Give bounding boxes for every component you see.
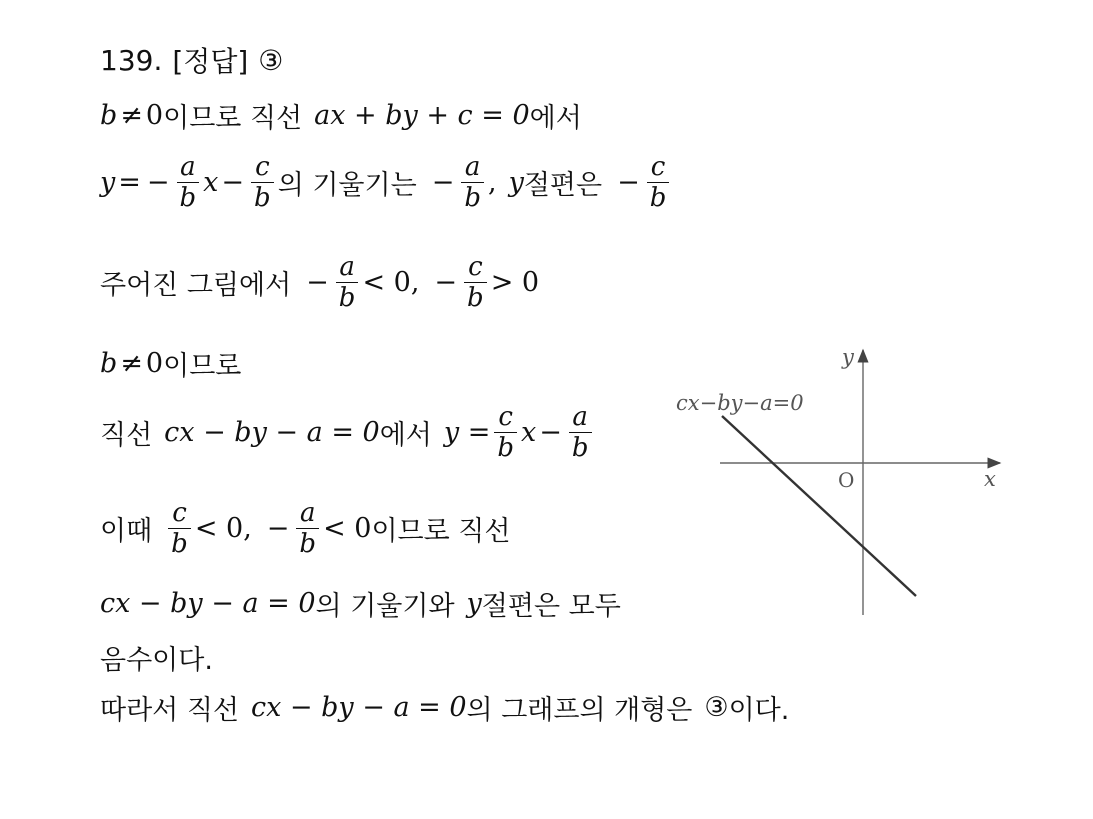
line-conditions — [100, 498, 510, 559]
graph-line-label: cx−by−a=0 — [676, 391, 804, 415]
text: 이다. — [728, 695, 790, 726]
line-slope-intercept-negative — [100, 584, 621, 623]
line-given-graph — [100, 252, 539, 313]
fraction-c-over-b: $\frac{c}{b}$ — [494, 402, 517, 463]
problem-number: 139. — [100, 43, 163, 77]
var-x: x — [203, 167, 219, 198]
zero: 0 — [145, 348, 164, 379]
var-y: y — [466, 588, 482, 619]
fraction-a-over-b: $\frac{a}{b}$ — [336, 252, 359, 313]
fraction-a-over-b: $\frac{a}{b}$ — [177, 152, 200, 213]
minus-sign: − — [617, 167, 640, 198]
neq-sign: ≠ — [120, 348, 143, 379]
minus-sign: − — [434, 267, 458, 298]
fraction-a-over-b: $\frac{a}{b}$ — [569, 402, 592, 463]
line-b-nonzero — [100, 96, 582, 135]
line-slope-intercept — [100, 152, 673, 213]
text: 절편은 모두 — [481, 591, 621, 622]
text: 이므로 — [163, 351, 242, 382]
inequality: < 0 — [323, 513, 372, 544]
comma: , — [487, 167, 497, 198]
neq-sign: ≠ — [120, 100, 143, 131]
line-negative — [100, 638, 213, 677]
text: 의 기울기는 — [277, 170, 417, 201]
minus-sign: − — [221, 167, 245, 198]
x-axis-label: x — [984, 467, 996, 491]
text: 의 그래프의 개형은 — [466, 695, 693, 726]
fraction-a-over-b: $\frac{a}{b}$ — [461, 152, 484, 213]
zero: 0 — [145, 100, 164, 131]
inequality: < 0, — [194, 513, 252, 544]
text: 이므로 직선 — [371, 516, 511, 547]
var-y: y — [508, 167, 524, 198]
fraction-c-over-b: $\frac{c}{b}$ — [647, 152, 670, 213]
fraction-c-over-b: $\frac{c}{b}$ — [251, 152, 274, 213]
text: 의 기울기와 — [315, 591, 455, 622]
text: 에서 — [529, 103, 582, 134]
var-b: b — [100, 100, 118, 131]
answer-symbol: ③ — [258, 43, 284, 77]
text: 절편은 — [523, 170, 603, 201]
var-x: x — [521, 417, 537, 448]
inequality: < 0, — [362, 267, 420, 298]
equation-2: cx − by − a = 0 — [251, 692, 467, 723]
equation-2: cx − by − a = 0 — [100, 588, 316, 619]
line-conclusion — [100, 688, 789, 727]
answer-symbol: ③ — [704, 692, 729, 723]
text: 음수이다. — [100, 645, 213, 676]
minus-sign: − — [306, 267, 329, 298]
line-graph — [670, 340, 1010, 630]
problem-header — [100, 40, 283, 80]
fraction-c-over-b: $\frac{c}{b}$ — [464, 252, 487, 313]
minus-sign: − — [266, 513, 290, 544]
var-y: y — [100, 167, 116, 198]
equals-sign: = — [118, 167, 141, 198]
text: 에서 — [379, 420, 432, 451]
y-axis-label: y — [842, 345, 854, 369]
minus-sign: − — [539, 417, 562, 448]
origin-label: O — [838, 468, 855, 492]
text: 이때 — [100, 516, 153, 547]
equation-2: cx − by − a = 0 — [164, 417, 380, 448]
fraction-a-over-b: $\frac{a}{b}$ — [296, 498, 319, 559]
text: 직선 — [100, 420, 153, 451]
var-b: b — [100, 348, 118, 379]
equation-1: ax + by + c = 0 — [314, 100, 530, 131]
fraction-c-over-b: $\frac{c}{b}$ — [168, 498, 191, 559]
graph-line — [722, 416, 916, 596]
line-second-equation — [100, 402, 596, 463]
inequality: > 0 — [490, 267, 540, 298]
text: 이므로 직선 — [163, 103, 303, 134]
minus-sign: − — [431, 167, 455, 198]
minus-sign: − — [146, 167, 170, 198]
y-equals: y = — [443, 417, 491, 448]
line-b-nonzero-2 — [100, 344, 241, 383]
text: 따라서 직선 — [100, 695, 239, 726]
answer-tag: [정답] — [172, 45, 249, 78]
text: 주어진 그림에서 — [100, 270, 292, 301]
